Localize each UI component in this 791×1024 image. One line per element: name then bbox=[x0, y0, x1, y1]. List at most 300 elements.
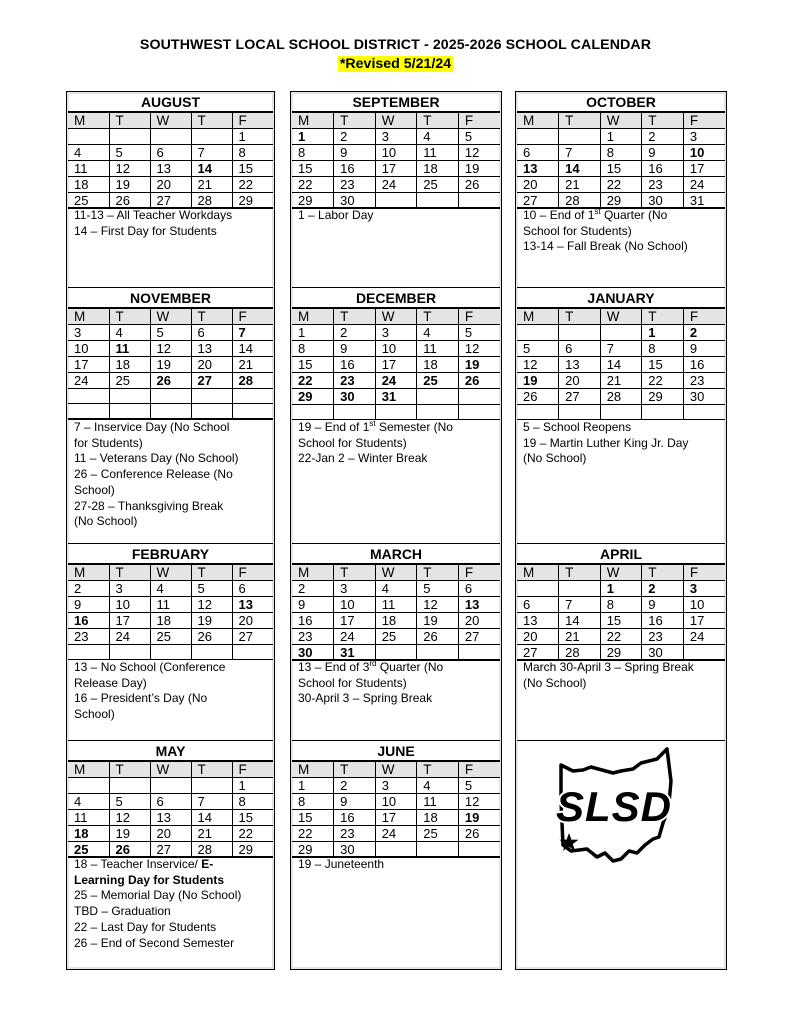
day-cell: 26 bbox=[191, 629, 232, 645]
day-cell: 23 bbox=[334, 373, 376, 389]
note-line: 14 – First Day for Students bbox=[74, 223, 217, 238]
day-cell bbox=[109, 389, 150, 404]
day-cell: 6 bbox=[150, 794, 191, 810]
day-cell bbox=[150, 645, 191, 660]
day-cell: 19 bbox=[417, 613, 459, 629]
day-cell: 21 bbox=[559, 177, 601, 193]
day-cell bbox=[517, 581, 559, 597]
day-cell bbox=[292, 405, 334, 420]
day-cell: 22 bbox=[292, 826, 334, 842]
day-cell bbox=[458, 389, 500, 405]
month-notes bbox=[298, 208, 496, 224]
day-cell: 25 bbox=[417, 373, 459, 389]
weekday-header: T bbox=[417, 309, 459, 325]
day-cell: 17 bbox=[683, 613, 725, 629]
day-cell: 27 bbox=[517, 645, 559, 661]
month-september bbox=[292, 93, 500, 287]
day-cell: 31 bbox=[334, 645, 376, 661]
day-cell: 13 bbox=[232, 597, 273, 613]
day-cell: 2 bbox=[292, 581, 334, 597]
day-cell: 12 bbox=[458, 794, 500, 810]
day-cell: 29 bbox=[232, 842, 273, 858]
weekday-header: F bbox=[683, 309, 725, 325]
day-cell: 19 bbox=[109, 826, 150, 842]
month-title: APRIL bbox=[517, 545, 725, 564]
day-cell: 5 bbox=[150, 325, 191, 341]
note-line: 19 – Martin Luther King Jr. Day bbox=[523, 435, 689, 450]
day-cell: 6 bbox=[232, 581, 273, 597]
day-cell: 12 bbox=[109, 161, 150, 177]
month-title: DECEMBER bbox=[292, 289, 500, 308]
day-cell: 19 bbox=[458, 357, 500, 373]
day-cell bbox=[68, 645, 109, 660]
day-cell: 2 bbox=[642, 581, 684, 597]
day-cell: 16 bbox=[292, 613, 334, 629]
day-cell: 19 bbox=[517, 373, 559, 389]
day-cell: 20 bbox=[191, 357, 232, 373]
day-cell: 16 bbox=[642, 161, 684, 177]
day-cell: 6 bbox=[559, 341, 601, 357]
day-cell: 25 bbox=[109, 373, 150, 389]
month-notes bbox=[298, 660, 496, 707]
day-cell bbox=[68, 404, 109, 419]
day-cell: 20 bbox=[458, 613, 500, 629]
weekday-header: T bbox=[109, 565, 150, 581]
revised-date: *Revised 5/21/24 bbox=[339, 56, 452, 72]
day-cell: 3 bbox=[334, 581, 376, 597]
day-cell bbox=[191, 645, 232, 660]
weekday-header: M bbox=[517, 565, 559, 581]
day-cell: 8 bbox=[642, 341, 684, 357]
row-divider bbox=[292, 287, 500, 288]
day-cell: 18 bbox=[68, 826, 109, 842]
note-line: 16 – President’s Day (No bbox=[74, 691, 208, 706]
day-cell bbox=[68, 389, 109, 404]
day-cell bbox=[191, 129, 232, 145]
weekday-header: W bbox=[150, 762, 191, 778]
day-cell: 30 bbox=[334, 193, 376, 209]
weekday-header: M bbox=[68, 113, 109, 129]
day-cell: 1 bbox=[292, 325, 334, 341]
day-cell: 9 bbox=[642, 145, 684, 161]
day-cell: 1 bbox=[292, 778, 334, 794]
day-cell: 6 bbox=[150, 145, 191, 161]
note-line: Release Day) bbox=[74, 675, 147, 690]
month-title: FEBRUARY bbox=[68, 545, 273, 564]
day-cell: 4 bbox=[417, 129, 459, 145]
weekday-header: T bbox=[642, 309, 684, 325]
day-cell: 29 bbox=[642, 389, 684, 405]
day-cell bbox=[150, 389, 191, 404]
day-cell: 2 bbox=[68, 581, 109, 597]
day-cell: 15 bbox=[292, 357, 334, 373]
day-cell: 16 bbox=[68, 613, 109, 629]
day-cell: 24 bbox=[109, 629, 150, 645]
row-divider bbox=[517, 543, 725, 544]
note-line: 22-Jan 2 – Winter Break bbox=[298, 451, 428, 466]
day-cell: 24 bbox=[683, 629, 725, 645]
month-february bbox=[68, 545, 273, 740]
weekday-header: T bbox=[109, 309, 150, 325]
weekday-header: T bbox=[191, 113, 232, 129]
note-line: School for Students) bbox=[298, 675, 407, 690]
day-cell: 2 bbox=[334, 129, 376, 145]
day-cell: 10 bbox=[683, 145, 725, 161]
day-cell: 10 bbox=[334, 597, 376, 613]
day-cell: 2 bbox=[642, 129, 684, 145]
weekday-header: M bbox=[292, 113, 334, 129]
note-line: 19 – Juneteenth bbox=[298, 857, 385, 871]
day-cell: 18 bbox=[109, 357, 150, 373]
day-cell: 21 bbox=[600, 373, 642, 389]
day-cell: 11 bbox=[417, 794, 459, 810]
day-cell: 15 bbox=[292, 810, 334, 826]
month-notes bbox=[523, 208, 721, 255]
day-cell bbox=[417, 389, 459, 405]
weekday-header: M bbox=[517, 113, 559, 129]
note-line: 11 – Veterans Day (No School) bbox=[74, 451, 239, 466]
day-cell: 12 bbox=[109, 810, 150, 826]
day-cell: 11 bbox=[150, 597, 191, 613]
row-divider bbox=[68, 287, 273, 288]
day-cell bbox=[191, 778, 232, 794]
day-cell: 31 bbox=[683, 193, 725, 209]
day-cell bbox=[68, 778, 109, 794]
day-cell bbox=[559, 129, 601, 145]
day-cell: 5 bbox=[417, 581, 459, 597]
day-cell: 19 bbox=[150, 357, 191, 373]
weekday-header: T bbox=[191, 565, 232, 581]
day-cell: 8 bbox=[600, 597, 642, 613]
note-line: School for Students) bbox=[523, 223, 632, 238]
day-cell bbox=[375, 405, 417, 420]
day-cell: 5 bbox=[458, 129, 500, 145]
weekday-header: T bbox=[559, 113, 601, 129]
day-cell: 29 bbox=[292, 193, 334, 209]
note-line: 13 – End of 3rd Quarter (No bbox=[298, 659, 444, 674]
day-cell: 3 bbox=[375, 325, 417, 341]
day-cell: 27 bbox=[150, 193, 191, 209]
day-cell: 11 bbox=[375, 597, 417, 613]
day-cell: 1 bbox=[600, 581, 642, 597]
note-line: 25 – Memorial Day (No School) bbox=[74, 888, 242, 903]
day-cell bbox=[109, 645, 150, 660]
day-cell: 17 bbox=[683, 161, 725, 177]
month-days-table bbox=[517, 564, 725, 661]
day-cell: 23 bbox=[334, 177, 376, 193]
day-cell: 17 bbox=[334, 613, 376, 629]
day-cell: 17 bbox=[375, 161, 417, 177]
day-cell: 3 bbox=[375, 778, 417, 794]
day-cell: 2 bbox=[683, 325, 725, 341]
weekday-header: T bbox=[417, 762, 459, 778]
weekday-header: M bbox=[68, 565, 109, 581]
weekday-header: T bbox=[417, 113, 459, 129]
month-days-table bbox=[68, 308, 273, 419]
note-line: 5 – School Reopens bbox=[523, 420, 632, 434]
note-line: School for Students) bbox=[298, 435, 407, 450]
day-cell bbox=[232, 645, 273, 660]
day-cell bbox=[417, 405, 459, 420]
day-cell: 3 bbox=[683, 581, 725, 597]
note-line: 26 – Conference Release (No bbox=[74, 467, 233, 482]
day-cell: 20 bbox=[232, 613, 273, 629]
day-cell bbox=[68, 129, 109, 145]
day-cell: 9 bbox=[334, 145, 376, 161]
weekday-header: W bbox=[150, 113, 191, 129]
day-cell: 7 bbox=[191, 794, 232, 810]
day-cell: 31 bbox=[375, 389, 417, 405]
note-line: (No School) bbox=[74, 514, 138, 529]
day-cell: 27 bbox=[517, 193, 559, 209]
day-cell: 7 bbox=[232, 325, 273, 341]
day-cell: 8 bbox=[600, 145, 642, 161]
day-cell: 7 bbox=[559, 597, 601, 613]
day-cell: 14 bbox=[559, 161, 601, 177]
day-cell: 24 bbox=[683, 177, 725, 193]
day-cell: 9 bbox=[642, 597, 684, 613]
weekday-header: M bbox=[292, 762, 334, 778]
month-notes bbox=[523, 420, 721, 467]
day-cell: 23 bbox=[642, 177, 684, 193]
day-cell bbox=[600, 325, 642, 341]
row-divider bbox=[292, 740, 500, 741]
day-cell: 24 bbox=[375, 177, 417, 193]
month-days-table bbox=[292, 564, 500, 661]
day-cell: 1 bbox=[600, 129, 642, 145]
day-cell: 4 bbox=[68, 145, 109, 161]
calendar-header bbox=[0, 37, 791, 73]
day-cell: 30 bbox=[642, 193, 684, 209]
weekday-header: W bbox=[375, 309, 417, 325]
slsd-logo bbox=[517, 741, 725, 968]
day-cell: 6 bbox=[458, 581, 500, 597]
day-cell: 22 bbox=[642, 373, 684, 389]
day-cell: 12 bbox=[458, 341, 500, 357]
month-may bbox=[68, 742, 273, 967]
note-line: 7 – Inservice Day (No School bbox=[74, 420, 230, 434]
day-cell: 24 bbox=[375, 826, 417, 842]
month-march bbox=[292, 545, 500, 740]
day-cell: 28 bbox=[191, 193, 232, 209]
month-december bbox=[292, 289, 500, 543]
day-cell: 25 bbox=[68, 842, 109, 858]
day-cell: 23 bbox=[292, 629, 334, 645]
calendar-grid bbox=[66, 91, 727, 970]
note-line: 13-14 – Fall Break (No School) bbox=[523, 239, 688, 254]
day-cell: 19 bbox=[458, 810, 500, 826]
day-cell: 5 bbox=[109, 794, 150, 810]
day-cell: 8 bbox=[292, 341, 334, 357]
weekday-header: M bbox=[292, 309, 334, 325]
weekday-header: T bbox=[109, 113, 150, 129]
day-cell bbox=[150, 129, 191, 145]
weekday-header: F bbox=[458, 565, 500, 581]
note-line: 30-April 3 – Spring Break bbox=[298, 691, 433, 706]
day-cell: 5 bbox=[517, 341, 559, 357]
day-cell: 4 bbox=[68, 794, 109, 810]
day-cell: 26 bbox=[517, 389, 559, 405]
day-cell: 8 bbox=[232, 145, 273, 161]
weekday-header: T bbox=[334, 113, 376, 129]
month-title: SEPTEMBER bbox=[292, 93, 500, 112]
day-cell: 25 bbox=[68, 193, 109, 209]
day-cell: 3 bbox=[109, 581, 150, 597]
day-cell: 1 bbox=[292, 129, 334, 145]
day-cell: 18 bbox=[68, 177, 109, 193]
note-line: 11-13 – All Teacher Workdays bbox=[74, 208, 233, 222]
day-cell: 26 bbox=[109, 193, 150, 209]
day-cell: 30 bbox=[334, 842, 376, 858]
row-divider bbox=[68, 740, 273, 741]
day-cell: 5 bbox=[191, 581, 232, 597]
day-cell: 10 bbox=[68, 341, 109, 357]
day-cell: 16 bbox=[334, 161, 376, 177]
weekday-header: W bbox=[600, 113, 642, 129]
day-cell: 13 bbox=[517, 161, 559, 177]
note-line: 13 – No School (Conference bbox=[74, 660, 226, 674]
day-cell: 18 bbox=[375, 613, 417, 629]
month-title: NOVEMBER bbox=[68, 289, 273, 308]
weekday-header: T bbox=[642, 565, 684, 581]
day-cell: 14 bbox=[191, 810, 232, 826]
weekday-header: T bbox=[642, 113, 684, 129]
day-cell: 27 bbox=[232, 629, 273, 645]
day-cell: 11 bbox=[68, 161, 109, 177]
weekday-header: F bbox=[458, 762, 500, 778]
note-line: 19 – End of 1st Semester (No bbox=[298, 419, 453, 434]
month-november bbox=[68, 289, 273, 543]
day-cell: 16 bbox=[334, 810, 376, 826]
month-notes bbox=[298, 857, 496, 873]
day-cell bbox=[559, 325, 601, 341]
day-cell: 1 bbox=[232, 129, 273, 145]
day-cell: 5 bbox=[458, 325, 500, 341]
weekday-header: F bbox=[683, 113, 725, 129]
day-cell: 17 bbox=[375, 810, 417, 826]
weekday-header: F bbox=[232, 309, 273, 325]
day-cell: 25 bbox=[150, 629, 191, 645]
day-cell: 19 bbox=[109, 177, 150, 193]
month-days-table bbox=[68, 112, 273, 209]
note-line: (No School) bbox=[523, 451, 587, 466]
day-cell: 30 bbox=[292, 645, 334, 661]
day-cell: 24 bbox=[68, 373, 109, 389]
day-cell: 28 bbox=[559, 193, 601, 209]
day-cell: 20 bbox=[559, 373, 601, 389]
day-cell: 30 bbox=[642, 645, 684, 661]
note-line: 1 – Labor Day bbox=[298, 208, 374, 222]
month-title: AUGUST bbox=[68, 93, 273, 112]
day-cell: 28 bbox=[232, 373, 273, 389]
day-cell: 6 bbox=[517, 145, 559, 161]
day-cell: 8 bbox=[232, 794, 273, 810]
day-cell: 4 bbox=[109, 325, 150, 341]
day-cell: 7 bbox=[600, 341, 642, 357]
day-cell: 18 bbox=[417, 810, 459, 826]
month-days-table bbox=[68, 564, 273, 660]
day-cell: 4 bbox=[375, 581, 417, 597]
weekday-header: M bbox=[68, 309, 109, 325]
day-cell bbox=[109, 404, 150, 419]
month-notes bbox=[523, 660, 721, 691]
day-cell: 26 bbox=[458, 177, 500, 193]
day-cell: 26 bbox=[150, 373, 191, 389]
day-cell: 27 bbox=[559, 389, 601, 405]
day-cell bbox=[517, 325, 559, 341]
day-cell: 15 bbox=[642, 357, 684, 373]
day-cell: 14 bbox=[559, 613, 601, 629]
day-cell: 13 bbox=[458, 597, 500, 613]
day-cell: 12 bbox=[417, 597, 459, 613]
month-notes bbox=[74, 857, 269, 951]
day-cell: 25 bbox=[417, 826, 459, 842]
weekday-header: M bbox=[68, 762, 109, 778]
weekday-header: W bbox=[150, 565, 191, 581]
day-cell: 8 bbox=[292, 794, 334, 810]
day-cell: 13 bbox=[191, 341, 232, 357]
day-cell: 26 bbox=[458, 826, 500, 842]
day-cell: 10 bbox=[109, 597, 150, 613]
weekday-header: T bbox=[109, 762, 150, 778]
day-cell bbox=[150, 404, 191, 419]
day-cell: 28 bbox=[600, 389, 642, 405]
row-divider bbox=[517, 287, 725, 288]
day-cell: 22 bbox=[600, 177, 642, 193]
day-cell bbox=[517, 129, 559, 145]
weekday-header: F bbox=[458, 309, 500, 325]
day-cell: 17 bbox=[375, 357, 417, 373]
day-cell: 9 bbox=[334, 341, 376, 357]
day-cell: 10 bbox=[375, 794, 417, 810]
weekday-header: T bbox=[334, 762, 376, 778]
day-cell: 25 bbox=[375, 629, 417, 645]
day-cell: 19 bbox=[191, 613, 232, 629]
day-cell: 25 bbox=[417, 177, 459, 193]
weekday-header: W bbox=[375, 113, 417, 129]
month-days-table bbox=[292, 112, 500, 209]
day-cell: 15 bbox=[600, 613, 642, 629]
month-title: MARCH bbox=[292, 545, 500, 564]
day-cell bbox=[232, 389, 273, 404]
day-cell: 7 bbox=[559, 145, 601, 161]
day-cell bbox=[191, 389, 232, 404]
weekday-header: T bbox=[191, 762, 232, 778]
day-cell bbox=[458, 405, 500, 420]
day-cell: 2 bbox=[334, 325, 376, 341]
month-days-table bbox=[68, 761, 273, 858]
day-cell: 14 bbox=[191, 161, 232, 177]
day-cell: 1 bbox=[232, 778, 273, 794]
day-cell: 15 bbox=[232, 810, 273, 826]
weekday-header: T bbox=[417, 565, 459, 581]
day-cell: 21 bbox=[191, 826, 232, 842]
day-cell: 29 bbox=[292, 389, 334, 405]
day-cell: 16 bbox=[642, 613, 684, 629]
month-title: MAY bbox=[68, 742, 273, 761]
day-cell: 11 bbox=[417, 145, 459, 161]
note-line: March 30-April 3 – Spring Break bbox=[523, 660, 694, 674]
month-october bbox=[517, 93, 725, 287]
day-cell: 18 bbox=[150, 613, 191, 629]
month-notes bbox=[74, 420, 269, 530]
day-cell: 1 bbox=[642, 325, 684, 341]
day-cell: 16 bbox=[334, 357, 376, 373]
day-cell bbox=[683, 405, 725, 420]
day-cell bbox=[232, 404, 273, 419]
month-title: JUNE bbox=[292, 742, 500, 761]
weekday-header: M bbox=[292, 565, 334, 581]
